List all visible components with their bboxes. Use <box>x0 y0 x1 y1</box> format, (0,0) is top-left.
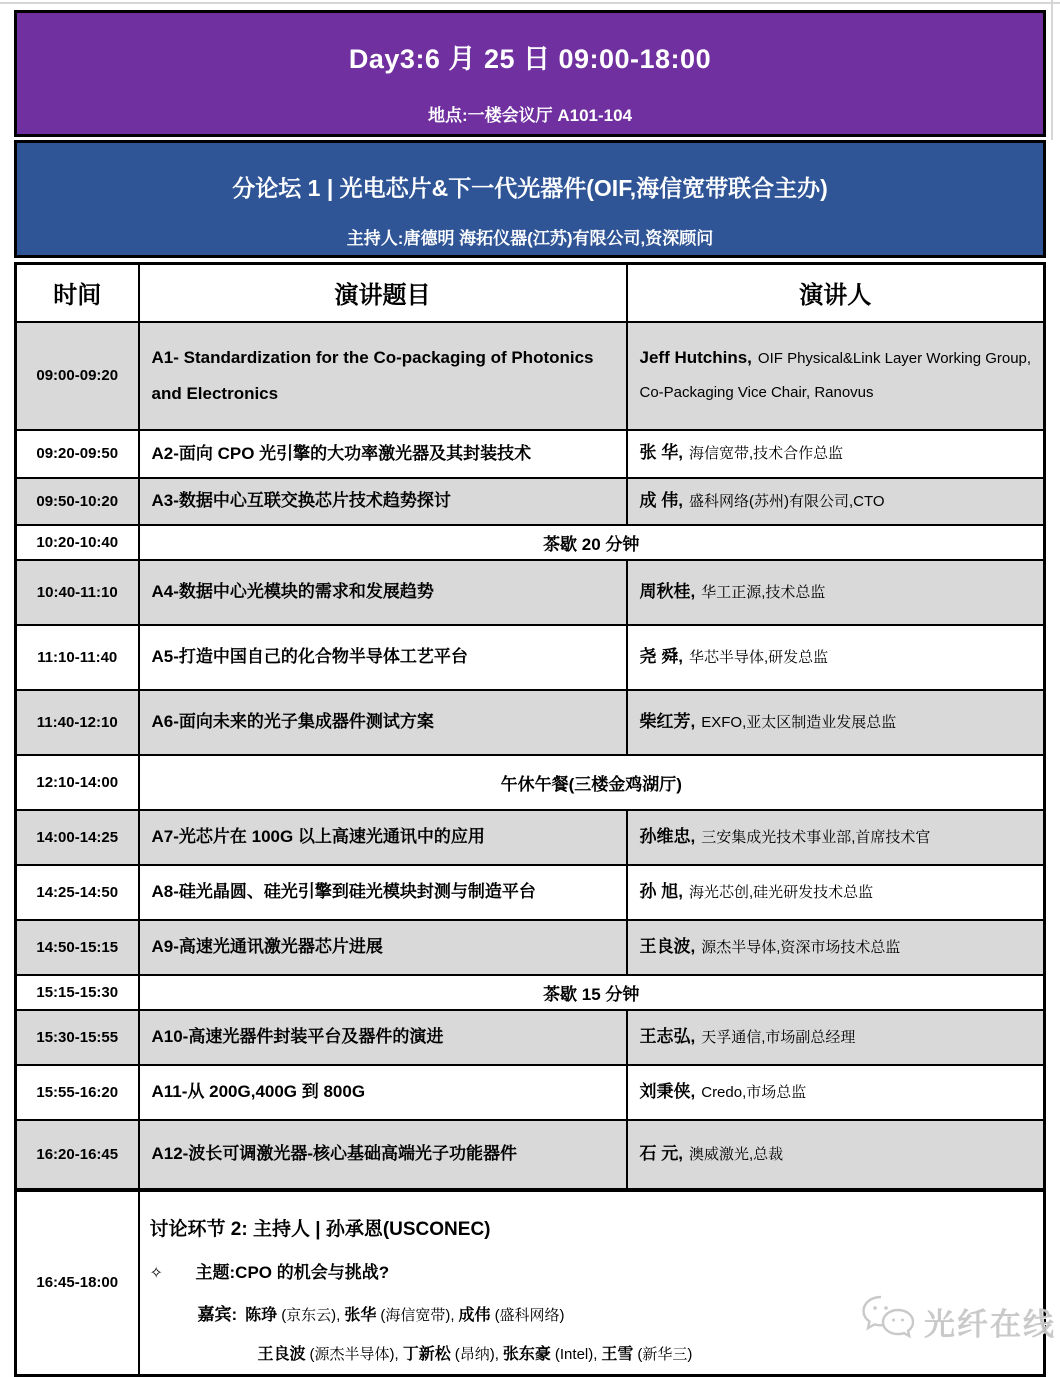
talk-title: A12-波长可调激光器-核心基础高端光子功能器件 <box>139 1120 627 1190</box>
time-cell: 09:50-10:20 <box>16 478 139 525</box>
time-cell: 09:20-09:50 <box>16 430 139 478</box>
speaker-cell <box>627 690 1045 755</box>
speaker-name: 成 伟, <box>639 490 683 510</box>
panel-title: 讨论环节 2: 主持人 | 孙承恩(USCONEC) <box>149 1218 491 1240</box>
speaker-name: 石 元, <box>639 1143 683 1163</box>
guests-label: 嘉宾: <box>197 1304 238 1324</box>
col-header-topic: 演讲题目 <box>139 264 627 322</box>
guest-name: 张东豪 <box>502 1345 551 1363</box>
col-header-speaker: 演讲人 <box>627 264 1045 322</box>
speaker-info: 盛科网络(苏州)有限公司,CTO <box>688 492 885 510</box>
break-label: 茶歇 15 分钟 <box>139 975 1045 1010</box>
speaker-cell <box>627 920 1045 975</box>
time-cell: 14:50-15:15 <box>16 920 139 975</box>
time-cell: 16:45-18:00 <box>16 1190 139 1376</box>
panel-topic-line <box>150 1258 1036 1283</box>
guest-name: 王良波 <box>257 1345 306 1363</box>
speaker-info: 澳威激光,总裁 <box>688 1145 784 1163</box>
speaker-cell <box>627 478 1045 525</box>
session-row-a7 <box>16 810 1045 865</box>
talk-title: A6-面向未来的光子集成器件测试方案 <box>139 690 627 755</box>
time-cell: 14:25-14:50 <box>16 865 139 920</box>
time-cell: 15:55-16:20 <box>16 1065 139 1120</box>
talk-title: A3-数据中心互联交换芯片技术趋势探讨 <box>139 478 627 525</box>
session-row-a4 <box>16 560 1045 625</box>
speaker-name: 孙 旭, <box>639 881 683 901</box>
speaker-info: Credo,市场总监 <box>701 1083 807 1101</box>
speaker-cell <box>627 560 1045 625</box>
speaker-info: 源杰半导体,资深市场技术总监 <box>701 938 901 956</box>
talk-title: A7-光芯片在 100G 以上高速光通讯中的应用 <box>139 810 627 865</box>
guest-name: 张华 <box>344 1306 377 1324</box>
guest-name: 陈琤 <box>245 1306 278 1324</box>
session-row-a3 <box>16 478 1045 525</box>
guest-org: (盛科网络) <box>494 1306 565 1324</box>
talk-title: A2-面向 CPO 光引擎的大功率激光器及其封装技术 <box>139 430 627 478</box>
wechat-icon <box>860 1294 918 1349</box>
talk-title: A1- Standardization for the Co-packaging of Photonics and Electronics <box>139 322 627 430</box>
day-header-band <box>14 10 1046 137</box>
speaker-name: 王良波, <box>639 936 696 956</box>
page-right-rule <box>1051 0 1053 140</box>
break-label: 茶歇 20 分钟 <box>139 525 1045 560</box>
page-top-rule <box>0 2 1060 4</box>
program-page <box>14 10 1046 1377</box>
session-row-a1 <box>16 322 1045 430</box>
speaker-info: OIF Physical&Link Layer Working Group, Co-Packaging Vice Chair, Ranovus <box>639 350 1032 401</box>
break-label: 午休午餐(三楼金鸡湖厅) <box>139 755 1045 810</box>
session-row-a8 <box>16 865 1045 920</box>
time-cell: 14:00-14:25 <box>16 810 139 865</box>
watermark-label: 光纤在线 <box>924 1307 1056 1342</box>
session-row-a11 <box>16 1065 1045 1120</box>
time-cell: 12:10-14:00 <box>16 755 139 810</box>
forum-header-band <box>14 140 1046 258</box>
speaker-name: 刘秉侠, <box>639 1081 696 1101</box>
time-cell: 11:40-12:10 <box>16 690 139 755</box>
guest-name: 王雪 <box>601 1345 634 1363</box>
guest-org: (源杰半导体), <box>309 1345 399 1363</box>
break-row-tea1 <box>16 525 1045 560</box>
speaker-info: 海信宽带,技术合作总监 <box>688 445 844 462</box>
panel-topic: 主题:CPO 的机会与挑战? <box>195 1262 390 1282</box>
time-cell: 11:10-11:40 <box>16 625 139 690</box>
time-cell: 10:40-11:10 <box>16 560 139 625</box>
speaker-cell <box>627 1120 1045 1190</box>
speaker-cell <box>627 430 1045 478</box>
speaker-name: Jeff Hutchins, <box>639 348 752 367</box>
time-cell: 15:30-15:55 <box>16 1010 139 1065</box>
agenda-table <box>14 262 1046 1377</box>
speaker-info: 华芯半导体,研发总监 <box>688 648 829 666</box>
watermark <box>860 1294 1056 1349</box>
guest-org: (昂纳), <box>454 1345 499 1363</box>
time-cell: 10:20-10:40 <box>16 525 139 560</box>
time-cell: 15:15-15:30 <box>16 975 139 1010</box>
guest-org: (Intel), <box>554 1345 598 1363</box>
guest-org: (京东云), <box>281 1306 341 1324</box>
venue-line: 地点:一楼会议厅 A101-104 <box>427 106 633 125</box>
speaker-cell <box>627 1065 1045 1120</box>
speaker-name: 周秋桂, <box>639 581 696 601</box>
table-header-row <box>16 264 1045 322</box>
speaker-info: 天孚通信,市场副总经理 <box>701 1028 856 1046</box>
talk-title: A9-高速光通讯激光器芯片进展 <box>139 920 627 975</box>
guest-org: (海信宽带), <box>380 1306 455 1324</box>
guest-name: 成伟 <box>458 1306 491 1324</box>
break-row-tea2 <box>16 975 1045 1010</box>
session-row-a5 <box>16 625 1045 690</box>
session-row-a2 <box>16 430 1045 478</box>
talk-title: A11-从 200G,400G 到 800G <box>139 1065 627 1120</box>
speaker-name: 尧 舜, <box>639 646 683 666</box>
talk-title: A10-高速光器件封装平台及器件的演进 <box>139 1010 627 1065</box>
forum-title: 分论坛 1 | 光电芯片&下一代光器件(OIF,海信宽带联合主办) <box>232 175 828 201</box>
break-row-lunch <box>16 755 1045 810</box>
speaker-name: 王志弘, <box>639 1026 696 1046</box>
speaker-cell <box>627 810 1045 865</box>
speaker-cell <box>627 322 1045 430</box>
session-row-a12 <box>16 1120 1045 1190</box>
talk-title: A4-数据中心光模块的需求和发展趋势 <box>139 560 627 625</box>
col-header-time: 时间 <box>16 264 139 322</box>
speaker-info: 三安集成光技术事业部,首席技术官 <box>701 828 931 846</box>
speaker-cell <box>627 865 1045 920</box>
speaker-info: EXFO,亚太区制造业发展总监 <box>701 713 897 731</box>
speaker-name: 张 华, <box>639 443 683 462</box>
speaker-cell <box>627 625 1045 690</box>
diamond-bullet-icon: ✧ <box>149 1264 163 1282</box>
time-cell: 09:00-09:20 <box>16 322 139 430</box>
guest-name: 丁新松 <box>402 1345 451 1363</box>
speaker-cell <box>627 1010 1045 1065</box>
speaker-info: 华工正源,技术总监 <box>701 583 826 601</box>
guest-org: (新华三) <box>637 1345 693 1363</box>
session-row-a6 <box>16 690 1045 755</box>
talk-title: A8-硅光晶圆、硅光引擎到硅光模块封测与制造平台 <box>139 865 627 920</box>
session-row-a10 <box>16 1010 1045 1065</box>
time-cell: 16:20-16:45 <box>16 1120 139 1190</box>
speaker-info: 海光芯创,硅光研发技术总监 <box>688 883 874 901</box>
forum-host: 主持人:唐德明 海拓仪器(江苏)有限公司,资深顾问 <box>346 229 714 248</box>
session-row-a9 <box>16 920 1045 975</box>
talk-title: A5-打造中国自己的化合物半导体工艺平台 <box>139 625 627 690</box>
day-title: Day3:6 月 25 日 09:00-18:00 <box>348 44 712 74</box>
speaker-name: 孙维忠, <box>639 826 696 846</box>
speaker-name: 柴红芳, <box>639 711 696 731</box>
